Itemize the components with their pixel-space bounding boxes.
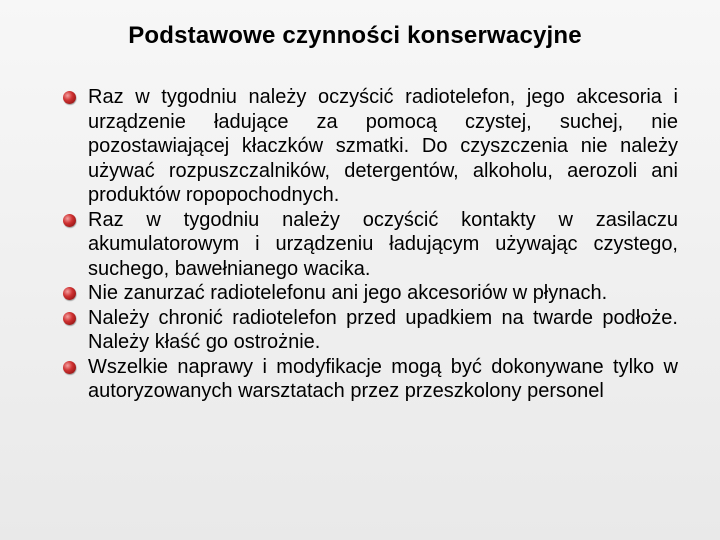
bullet-text: Raz w tygodniu należy oczyścić radiotelefon, jego akcesoria i urządzenie ładujące za pomocą czystej, suchej, nie pozostawiającej kłaczków szmatki. Do czyszczenia nie należy używać rozpuszczalników, detergentów, alkoholu, aerozoli ani produktów ropopochodnych. <box>88 86 678 206</box>
bullet-list <box>58 85 678 404</box>
bullet-item <box>58 306 678 355</box>
bullet-icon <box>63 361 76 374</box>
bullet-text: Nie zanurzać radiotelefonu ani jego akcesoriów w płynach. <box>88 282 608 304</box>
bullet-text: Należy chronić radiotelefon przed upadkiem na twarde podłoże. Należy kłaść go ostrożnie. <box>88 306 678 353</box>
slide-title: Podstawowe czynności konserwacyjne <box>128 22 582 49</box>
bullet-icon <box>63 312 76 325</box>
bullet-text: Raz w tygodniu należy oczyścić kontakty w zasilaczu akumulatorowym i urządzeniu ładującym używając czystego, suchego, bawełnianego wacika. <box>88 208 678 280</box>
bullet-item <box>58 85 678 208</box>
bullet-text: Wszelkie naprawy i modyfikacje mogą być dokonywane tylko w autoryzowanych warsztatach przez przeszkolony personel <box>88 355 678 402</box>
bullet-item <box>58 281 678 306</box>
bullet-icon <box>63 91 76 104</box>
bullet-item <box>58 355 678 404</box>
bullet-item <box>58 208 678 282</box>
bullet-icon <box>63 214 76 227</box>
bullet-icon <box>63 287 76 300</box>
